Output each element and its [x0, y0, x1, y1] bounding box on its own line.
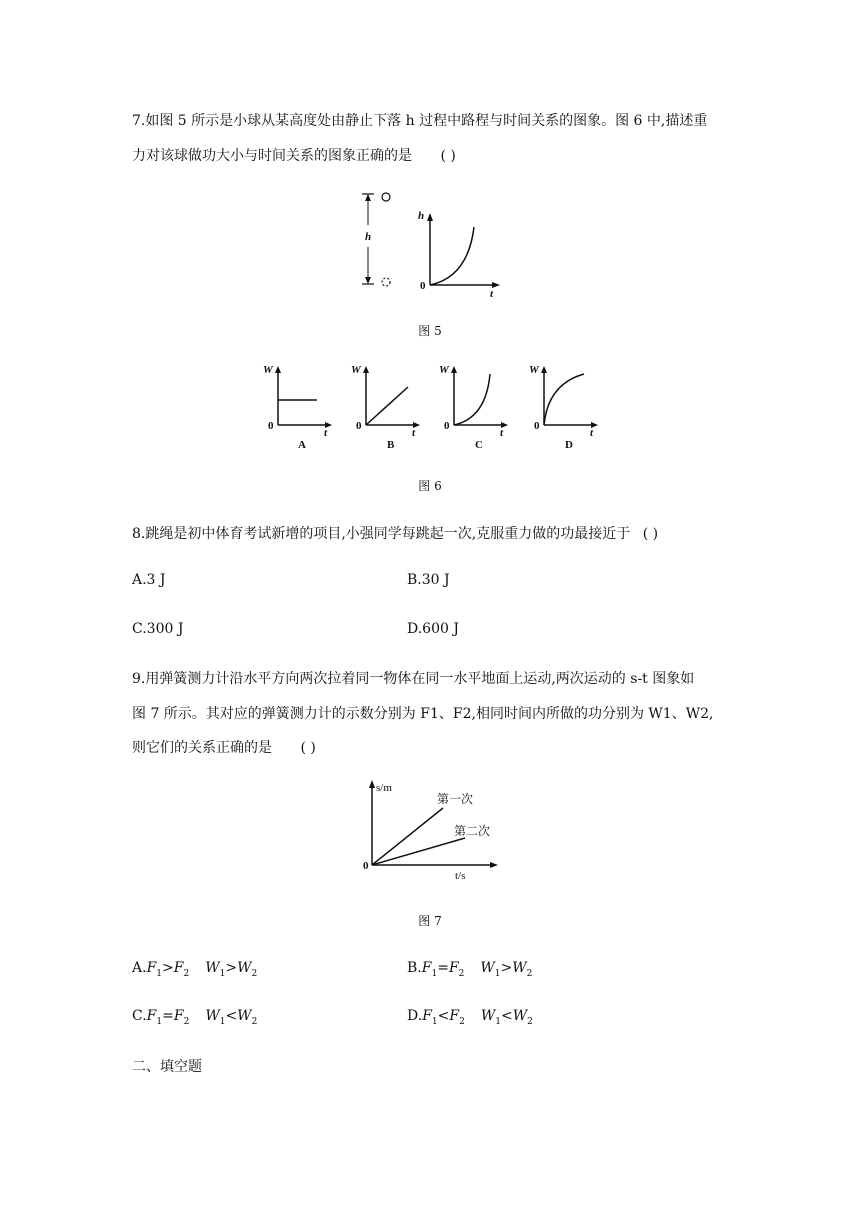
q9-answer-bracket: ( ) [300, 740, 316, 756]
fig6-a-y-label: W [263, 364, 273, 376]
fig5-x-label: t [490, 288, 494, 300]
fig6-c-y-label: W [439, 364, 449, 376]
fig6-b-origin: 0 [356, 420, 362, 432]
fig6-graph-d [529, 364, 598, 451]
fig6-d-y-label: W [529, 364, 539, 376]
q8-line1-text: 8.跳绳是初中体育考试新增的项目,小强同学每跳起一次,克服重力做的功最接近于 [132, 526, 631, 542]
q8-option-a: A.3 J [132, 572, 166, 588]
section-2-title: 二、填空题 [132, 1059, 202, 1075]
fig5-curve [430, 227, 474, 285]
fig6-graph-a [263, 364, 332, 451]
q8-option-d: D.600 J [407, 621, 459, 637]
q9-line3 [132, 737, 316, 757]
figure-6 [258, 360, 603, 455]
fig7-x-label: t/s [455, 870, 466, 882]
q9-line1: 9.用弹簧测力计沿水平方向两次拉着同一物体在同一水平地面上运动,两次运动的 s-t 图象如 [132, 671, 695, 687]
fig7-series1-line [372, 808, 443, 865]
ball-bottom-icon [382, 278, 390, 286]
fig5-origin: 0 [420, 280, 426, 292]
figure-7 [355, 775, 515, 885]
fig6-graph-c [439, 364, 508, 451]
q7-answer-bracket: ( ) [440, 148, 456, 164]
q9-line2: 图 7 所示。其对应的弹簧测力计的示数分别为 F1、F2,相同时间内所做的功分别为 W1、W2, [132, 706, 714, 722]
fig6-b-x-label: t [412, 427, 416, 439]
fig6-graph-b [351, 364, 420, 451]
q9-line3-text: 则它们的关系正确的是 [132, 740, 272, 756]
fig6-b-y-label: W [351, 364, 361, 376]
fig5-y-label: h [418, 210, 425, 222]
fig7-series1-label: 第一次 [437, 792, 474, 806]
q9-option-c: $C.F_1=F_2$ $W_1<W_2$ [132, 1008, 258, 1027]
fig7-caption: 图 7 [418, 914, 442, 928]
q8-option-c: C.300 J [132, 621, 184, 637]
fig6-option-c: C [475, 439, 483, 451]
fig6-d-x-label: t [590, 427, 594, 439]
figure-5 [350, 185, 510, 300]
fig6-a-x-label: t [324, 427, 328, 439]
q7-line2 [132, 145, 456, 165]
q7-line1: 7.如图 5 所示是小球从某高度处由静止下落 h 过程中路程与时间关系的图象。图 6 中,描述重 [132, 113, 708, 129]
fig6-option-a: A [298, 439, 306, 451]
q9-option-a: $A.F_1>F_2$ $W_1>W_2$ [132, 960, 258, 979]
fig6-caption: 图 6 [418, 479, 442, 493]
fig6-a-origin: 0 [268, 420, 274, 432]
q7-line2-text: 力对该球做功大小与时间关系的图象正确的是 [132, 148, 412, 164]
fig5-h-label: h [365, 231, 372, 243]
fig6-option-d: D [565, 439, 573, 451]
fig7-origin: 0 [363, 860, 369, 872]
q8-option-b: B.30 J [407, 572, 450, 588]
fig7-y-label: s/m [376, 782, 392, 794]
fig6-d-origin: 0 [534, 420, 540, 432]
ball-top-icon [382, 193, 390, 201]
q9-option-d: $D.F_1<F_2$ $W_1<W_2$ [407, 1008, 533, 1027]
fig7-series2-label: 第二次 [454, 824, 491, 838]
fig7-series2-line [372, 838, 465, 865]
fig6-option-b: B [387, 439, 395, 451]
fig6-c-x-label: t [500, 427, 504, 439]
q8-line1 [132, 523, 658, 543]
q8-answer-bracket: ( ) [642, 526, 659, 542]
fig6-c-origin: 0 [444, 420, 450, 432]
fig5-caption: 图 5 [418, 324, 442, 338]
q9-option-b: $B.F_1=F_2$ $W_1>W_2$ [407, 960, 533, 979]
